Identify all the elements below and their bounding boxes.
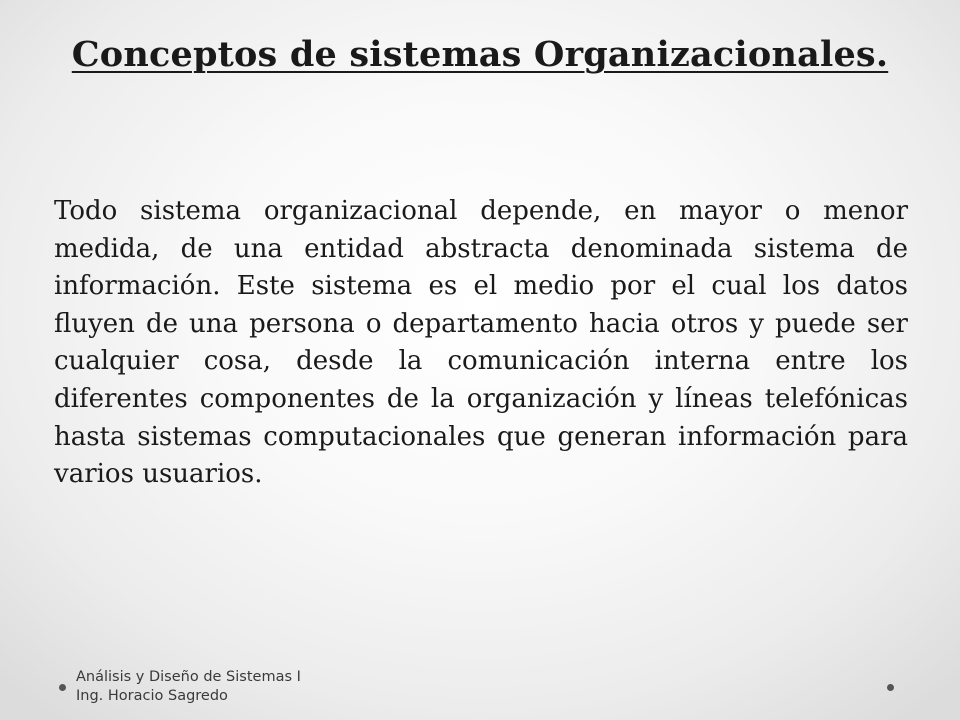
left-dot-icon [59,684,66,691]
footer-course-name: Análisis y Diseño de Sistemas I [76,669,301,685]
slide-title: Conceptos de sistemas Organizacionales. [71,34,889,75]
slide-body-text: Todo sistema organizacional depende, en mayor o menor medida, de una entidad abstracta denominada sistema de información. Este sistema es el medio por el cual los datos fluyen de una persona o departamento hacia otros y puede ser cualquier cosa, desde la comunicación interna entre los diferentes componentes de la organización y líneas telefónicas hasta sistemas computacionales que generan información para varios usuarios. [54,196,908,490]
slide-footer [76,668,301,706]
footer-author: Ing. Horacio Sagredo [76,688,228,704]
right-dot-icon [887,684,894,691]
